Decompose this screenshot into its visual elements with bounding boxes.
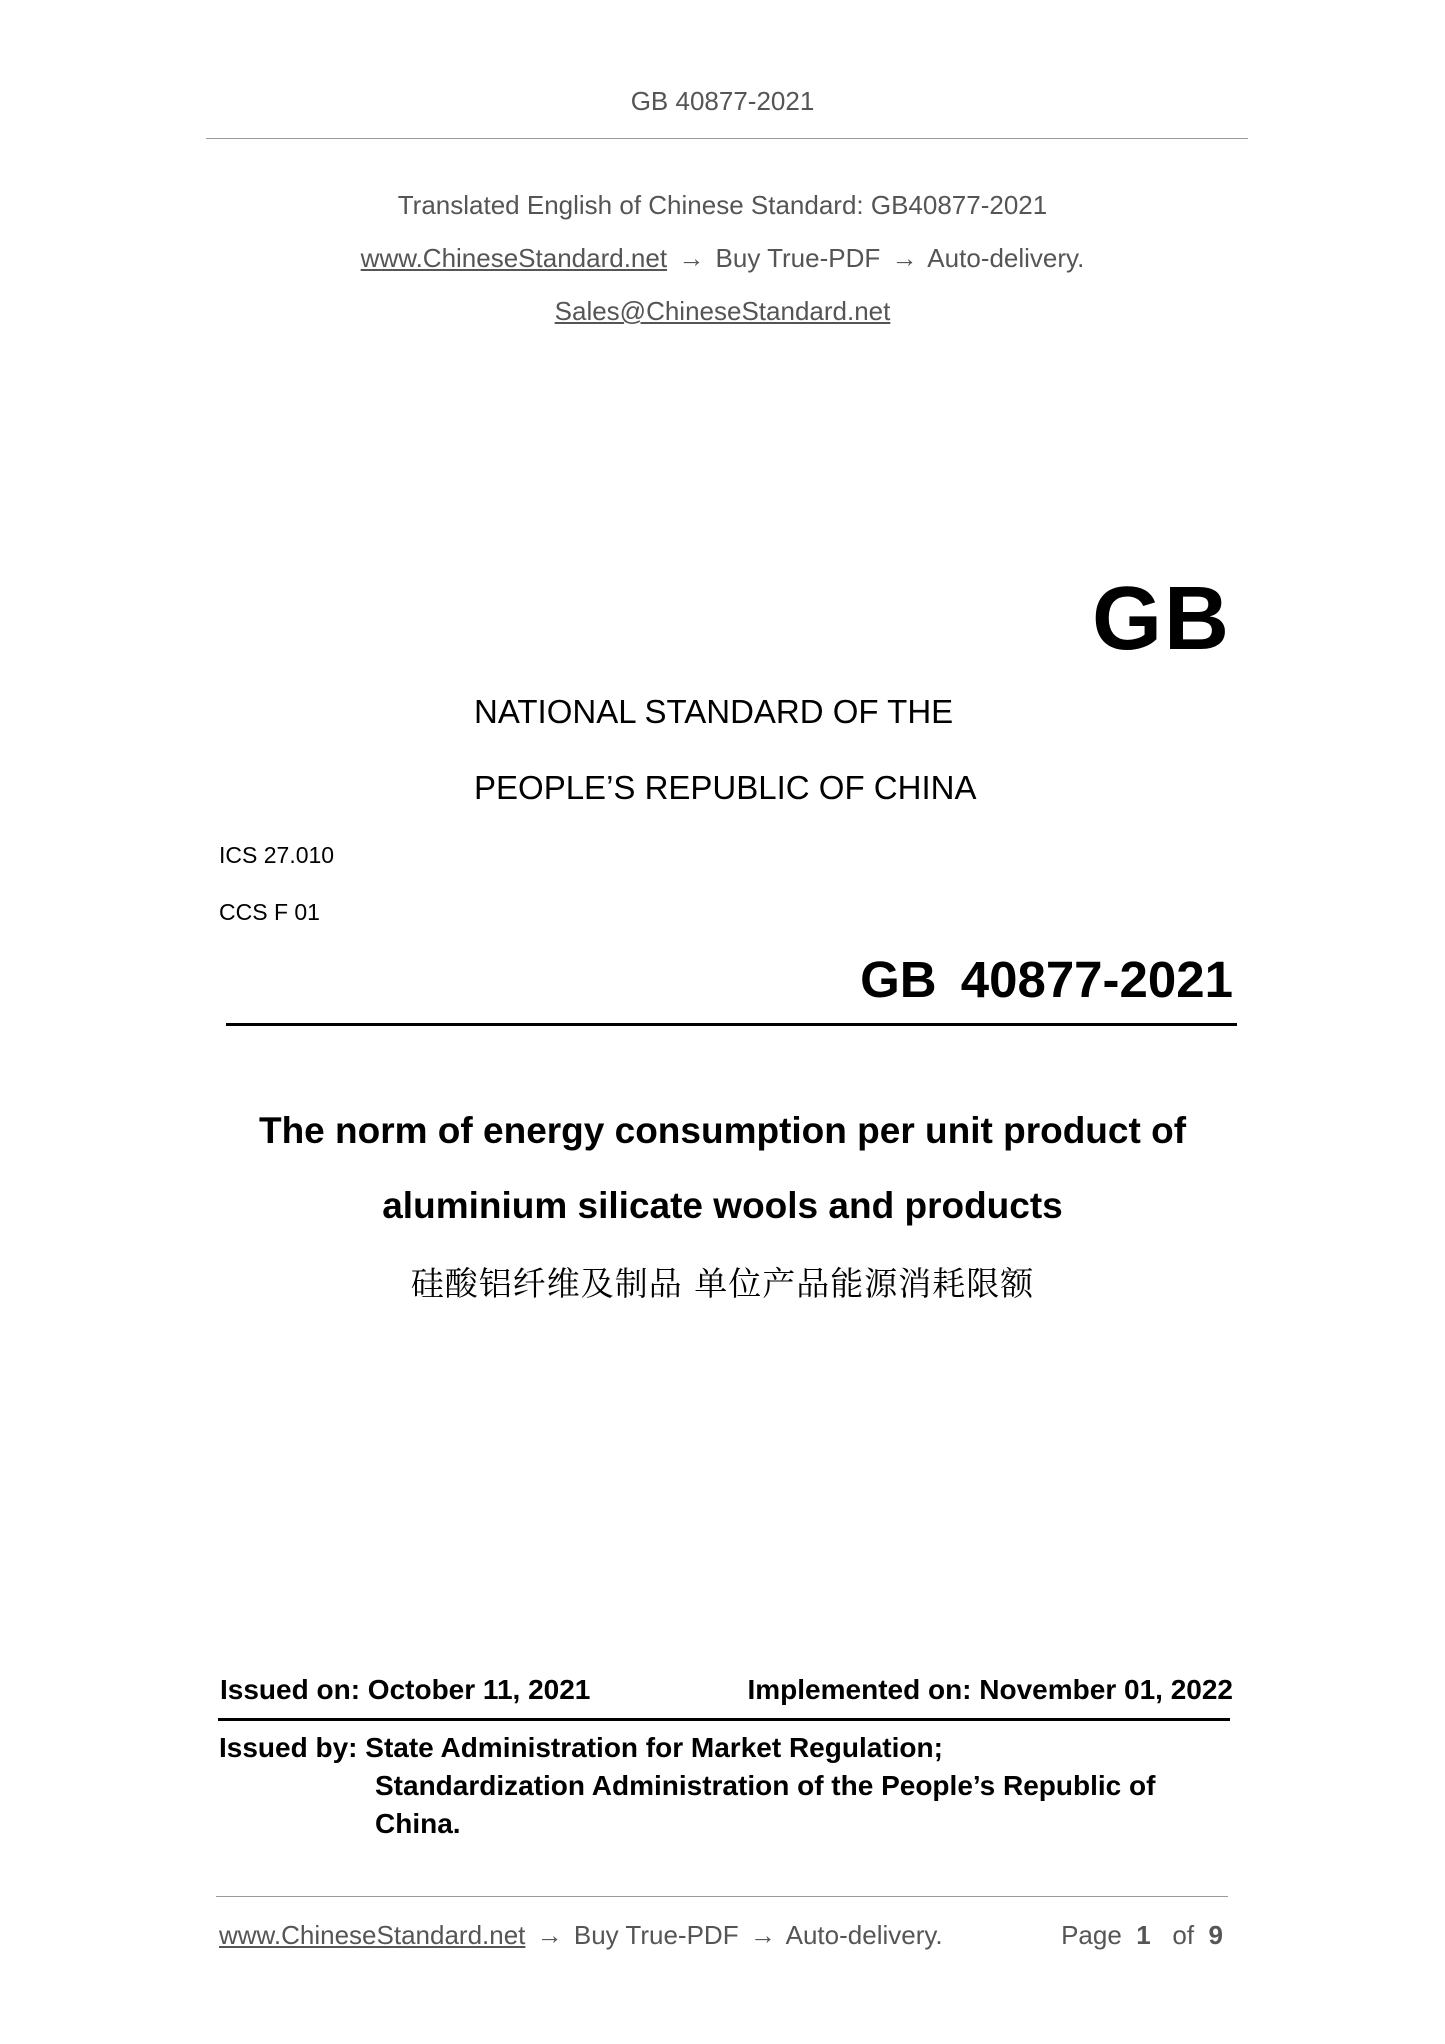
page-number: 1	[1136, 1920, 1151, 1950]
footer-site-link[interactable]: www.ChineseStandard.net	[219, 1920, 526, 1950]
national-standard-line-2: PEOPLE’S REPUBLIC OF CHINA	[474, 769, 977, 806]
page-label: Page	[1061, 1920, 1122, 1950]
document-title-line-2: aluminium silicate wools and products	[382, 1185, 1063, 1226]
promo-line-buy	[0, 243, 1445, 274]
issued-by-line-2: Standardization Administration of the People’s Republic of	[375, 1770, 1156, 1801]
arrow-right-icon: →	[536, 1920, 563, 1950]
gb-mark: GB	[1092, 569, 1231, 669]
arrow-right-icon: →	[891, 243, 918, 273]
ccs-code: CCS F 01	[219, 899, 320, 925]
site-link[interactable]: www.ChineseStandard.net	[360, 243, 668, 273]
sales-email-link[interactable]: Sales@ChineseStandard.net	[554, 296, 891, 326]
standard-number: GB 40877-2021	[860, 951, 1233, 1008]
footer-divider	[216, 1896, 1228, 1897]
header-divider	[206, 138, 1248, 139]
issue-rule	[218, 1718, 1230, 1721]
issued-by-line-1: Issued by: State Administration for Market Regulation;	[219, 1732, 943, 1763]
buy-true-pdf-text: Buy True-PDF	[715, 243, 881, 273]
footer-delivery-text: Auto-delivery.	[785, 1920, 943, 1950]
national-standard-line-1: NATIONAL STANDARD OF THE	[474, 693, 954, 730]
promo-line-translated: Translated English of Chinese Standard: GB40877-2021	[397, 190, 1048, 220]
ics-code: ICS 27.010	[219, 842, 335, 868]
page-total: 9	[1208, 1920, 1223, 1950]
footer-buy-text: Buy True-PDF	[573, 1920, 739, 1950]
of-label: of	[1172, 1920, 1195, 1950]
running-header-title: GB 40877-2021	[630, 86, 815, 116]
footer-promo	[219, 1920, 943, 1951]
standard-number-rule	[226, 1023, 1237, 1026]
arrow-right-icon: →	[678, 243, 705, 273]
page-indicator	[1061, 1920, 1223, 1951]
implemented-on: Implemented on: November 01, 2022	[747, 1674, 1233, 1705]
document-title-line-1: The norm of energy consumption per unit product of	[258, 1110, 1187, 1151]
auto-delivery-text: Auto-delivery.	[927, 243, 1085, 273]
issued-by-line-3: China.	[375, 1808, 461, 1839]
chinese-title: 硅酸铝纤维及制品 单位产品能源消耗限额	[410, 1264, 1035, 1303]
arrow-right-icon: →	[749, 1920, 776, 1950]
promo-line-email	[0, 296, 1445, 327]
issued-on: Issued on: October 11, 2021	[220, 1674, 591, 1705]
